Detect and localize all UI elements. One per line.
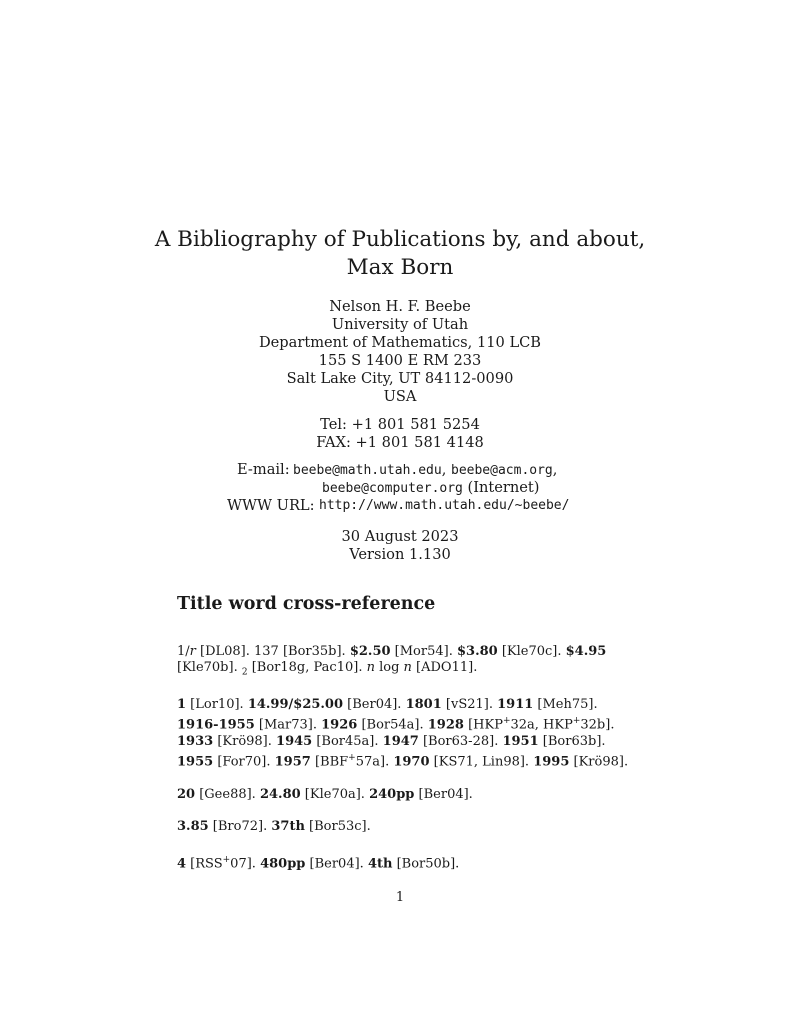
entry-text: r [189, 644, 196, 659]
author-block [100, 298, 700, 406]
entry-text: [Gee88]. [195, 787, 260, 803]
entry-text: n [366, 660, 375, 676]
email-address-3[interactable]: beebe@computer.org [322, 481, 463, 496]
entry-keyword: 14.99/$25.00 [247, 697, 344, 713]
entry-text: n [403, 660, 412, 676]
entry-keyword: 1911 [497, 697, 534, 713]
entry-keyword: 4th [367, 855, 393, 871]
tel-line: Tel: +1 801 581 5254 [320, 416, 480, 433]
cross-reference-entry [177, 852, 637, 873]
entry-keyword: 1957 [274, 754, 311, 770]
cross-reference-entries [177, 644, 637, 888]
entry-text: [Bor63-28]. [418, 734, 503, 750]
entry-keyword: 1970 [393, 754, 430, 770]
author-country: USA [383, 388, 417, 405]
entry-keyword: 20 [177, 787, 196, 803]
entry-text: 07]. [230, 855, 261, 871]
entry-text: + [348, 753, 356, 764]
entry-text: + [572, 716, 581, 727]
entry-keyword: 37th [271, 819, 305, 835]
entry-text: [vS21]. [441, 697, 498, 713]
page-number: 1 [395, 890, 405, 905]
title-line-1: A Bibliography of Publications by, and about, [154, 227, 646, 252]
entry-keyword: 1916-1955 [177, 717, 255, 733]
section-title: Title word cross-reference [177, 594, 436, 614]
entry-text: + [222, 854, 231, 865]
entry-text: [ADO11]. [411, 660, 478, 676]
entry-text: [Ber04]. [414, 787, 473, 803]
document-title [100, 226, 700, 282]
entry-keyword: 24.80 [259, 787, 301, 803]
email-row: E-mail: beebe@math.utah.edu, beebe@acm.org, [237, 461, 558, 478]
entry-keyword: 1926 [321, 717, 358, 733]
entry-text: [Bor18g, Pac10]. [247, 660, 367, 676]
entry-keyword: $2.50 [349, 644, 391, 659]
entry-keyword: $3.80 [456, 644, 498, 659]
author-city: Salt Lake City, UT 84112-0090 [286, 370, 514, 387]
entry-text: 1/ [177, 644, 190, 659]
www-url-link[interactable]: http://www.math.utah.edu/~beebe/ [319, 498, 570, 513]
entry-text: [Mor54]. [390, 644, 457, 659]
entry-text: 57a]. [355, 754, 394, 770]
cross-reference-entry [177, 787, 637, 803]
entry-keyword: 1801 [405, 697, 442, 713]
entry-text: [Kle70b]. [177, 660, 242, 676]
phone-block [100, 416, 700, 452]
entry-text: [Bor50b]. [392, 855, 460, 871]
www-row [100, 497, 700, 515]
email-block [100, 461, 700, 515]
email-row-2 [100, 479, 700, 497]
entry-keyword: 480pp [260, 855, 306, 871]
entry-text: [HKP [463, 717, 503, 733]
author-name: Nelson H. F. Beebe [329, 298, 471, 315]
internet-note: (Internet) [467, 479, 540, 496]
entry-text: [Bor63b]. [538, 734, 606, 750]
entry-keyword: 1945 [276, 734, 313, 750]
entry-text: [Meh75]. [533, 697, 598, 713]
version-line: Version 1.130 [349, 546, 451, 563]
entry-text: 32b]. [580, 717, 615, 733]
entry-text: [Bor45a]. [312, 734, 383, 750]
entry-text: [Kle70c]. [497, 644, 566, 659]
entry-text: [Bor54a]. [357, 717, 428, 733]
entry-text: [Kle70a]. [300, 787, 370, 803]
title-line-2: Max Born [346, 255, 454, 280]
entry-keyword: 3.85 [177, 819, 209, 835]
entry-text: [BBF [310, 754, 349, 770]
entry-text: [For70]. [213, 754, 275, 770]
author-street: 155 S 1400 E RM 233 [318, 352, 482, 369]
email-address-2[interactable]: beebe@acm.org [451, 463, 553, 478]
entry-text: [KS71, Lin98]. [429, 754, 534, 770]
cross-reference-entry [177, 819, 637, 835]
author-department: Department of Mathematics, 110 LCB [258, 334, 542, 351]
cross-reference-entry [177, 697, 637, 771]
entry-keyword: 240pp [369, 787, 415, 803]
entry-text: [Mar73]. [254, 717, 322, 733]
entry-keyword: 1 [177, 697, 187, 713]
entry-keyword: 1928 [427, 717, 464, 733]
entry-text: [Krö98]. [213, 734, 277, 750]
date-block [100, 528, 700, 564]
entry-keyword: 1955 [177, 754, 214, 770]
email-address-1[interactable]: beebe@math.utah.edu [293, 463, 442, 478]
www-label: WWW URL: [227, 497, 315, 514]
date-line: 30 August 2023 [341, 528, 459, 545]
entry-text: log [374, 660, 404, 676]
author-affiliation: University of Utah [331, 316, 469, 333]
entry-text: [Lor10]. [186, 697, 248, 713]
entry-text: [DL08]. 137 [Bor35b]. [195, 644, 350, 659]
entry-keyword: 1933 [177, 734, 214, 750]
entry-keyword: 1995 [533, 754, 570, 770]
entry-keyword: 1947 [382, 734, 419, 750]
entry-text: [Krö98]. [569, 754, 629, 770]
entry-text: + [502, 716, 511, 727]
entry-text: [Bor53c]. [304, 819, 371, 835]
entry-text: [Ber04]. [343, 697, 406, 713]
entry-text: 32a, HKP [510, 717, 573, 733]
entry-keyword: 1951 [502, 734, 539, 750]
cross-reference-entry [177, 644, 637, 681]
email-label: E-mail: [237, 461, 290, 478]
entry-keyword: 4 [177, 855, 187, 871]
entry-text: [RSS [186, 855, 223, 871]
entry-text: [Ber04]. [305, 855, 368, 871]
entry-text: [Bro72]. [208, 819, 272, 835]
fax-line: FAX: +1 801 581 4148 [316, 434, 484, 451]
entry-text: 2 [241, 667, 248, 678]
entry-keyword: $4.95 [565, 644, 607, 659]
